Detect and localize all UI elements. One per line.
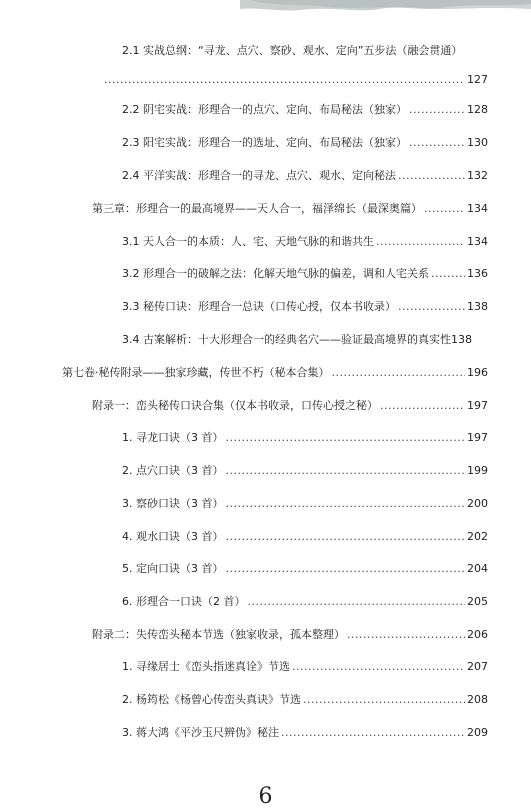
toc-entry-title: 3.3 秘传口诀：形理合一总诀（口传心授，仅本书收录） <box>122 300 396 313</box>
dot-leader <box>424 202 465 216</box>
toc-entry[interactable] <box>122 562 488 576</box>
toc-entry-title: 3. 蒋大鸿《平沙玉尺辨伪》秘注 <box>122 726 279 739</box>
toc-entry[interactable] <box>122 235 488 249</box>
toc-entry-title: 附录二：失传峦头秘本节选（独家收录，孤本整理） <box>92 628 345 641</box>
toc-entry-page: 208 <box>467 693 488 706</box>
dot-leader <box>409 103 465 117</box>
toc-entry-title: 2.4 平洋实战：形理合一的寻龙、点穴、观水、定向秘法 <box>122 169 396 182</box>
dot-leader <box>347 628 465 642</box>
toc-entry-title: 附录一：峦头秘传口诀合集（仅本书收录，口传心授之秘） <box>92 399 378 412</box>
toc-entry[interactable] <box>92 202 488 216</box>
toc-entry[interactable] <box>122 44 491 58</box>
dot-leader <box>226 562 466 576</box>
toc-entry-page: 134 <box>467 235 488 248</box>
toc-entry-title: 2. 杨筠松《杨曾心传峦头真诀》节选 <box>122 693 301 706</box>
toc-entry-page: 202 <box>467 530 488 543</box>
dot-leader <box>104 73 465 87</box>
toc-entry-page: 132 <box>467 169 488 182</box>
toc-entry-page: 128 <box>467 103 488 116</box>
dot-leader <box>292 660 465 674</box>
toc-entry-page: 200 <box>467 497 488 510</box>
toc-entry-title: 3. 察砂口诀（3 首） <box>122 497 224 510</box>
toc-entry-page: 136 <box>467 267 488 280</box>
toc-entry[interactable] <box>122 333 497 347</box>
toc-entry[interactable] <box>122 300 488 314</box>
toc-entry[interactable] <box>122 726 488 740</box>
toc-entry[interactable] <box>122 136 488 150</box>
toc-entry-page: 127 <box>467 73 488 86</box>
toc-entry[interactable] <box>122 103 488 117</box>
dot-leader <box>332 366 466 380</box>
dot-leader <box>380 399 465 413</box>
toc-entry-page: 204 <box>467 562 488 575</box>
toc-entry-title: 第七卷·秘传附录——独家珍藏，传世不朽（秘本合集） <box>62 366 330 379</box>
dot-leader <box>281 726 465 740</box>
toc-entry-title: 2.2 阴宅实战：形理合一的点穴、定向、布局秘法（独家） <box>122 103 407 116</box>
toc-entry-title: 2.1 实战总纲：“寻龙、点穴、察砂、观水、定向”五步法（融会贯通） <box>122 44 463 57</box>
dot-leader <box>376 235 465 249</box>
toc-entry-page: 138 <box>467 300 488 313</box>
toc-entry-page: 138 <box>451 333 472 346</box>
toc-entry[interactable] <box>62 366 488 380</box>
dot-leader <box>398 169 465 183</box>
toc-entry[interactable] <box>122 693 488 707</box>
dot-leader <box>398 300 465 314</box>
toc-entry-page: 207 <box>467 660 488 673</box>
toc-entry-title: 3.1 天人合一的本质：人、宅、天地气脉的和谐共生 <box>122 235 374 248</box>
toc-entry[interactable] <box>102 73 488 87</box>
toc-entry-title: 2. 点穴口诀（3 首） <box>122 464 224 477</box>
toc-entry-title: 1. 寻龙口诀（3 首） <box>122 431 224 444</box>
toc-entry[interactable] <box>122 595 488 609</box>
dot-leader <box>226 431 466 445</box>
toc-entry-page: 197 <box>467 399 488 412</box>
toc-entry[interactable] <box>92 399 488 413</box>
toc-entry-title: 5. 定向口诀（3 首） <box>122 562 224 575</box>
toc-entry[interactable] <box>122 464 488 478</box>
toc-entry-title: 3.4 古案解析：十大形理合一的经典名穴——验证最高境界的真实性 <box>122 333 451 346</box>
toc-entry[interactable] <box>122 431 488 445</box>
toc-entry-page: 206 <box>467 628 488 641</box>
dot-leader <box>431 267 465 281</box>
page-number: 6 <box>258 784 273 809</box>
toc-entry-page: 134 <box>467 202 488 215</box>
toc-entry[interactable] <box>122 660 488 674</box>
toc-entry-title: 2.3 阳宅实战：形理合一的选址、定向、布局秘法（独家） <box>122 136 407 149</box>
dot-leader <box>303 693 465 707</box>
dot-leader <box>226 464 466 478</box>
toc-entry[interactable] <box>122 267 488 281</box>
toc-entry-page: 130 <box>467 136 488 149</box>
dot-leader <box>226 530 466 544</box>
toc-entry[interactable] <box>92 628 488 642</box>
dot-leader <box>226 497 466 511</box>
toc-entry-page: 199 <box>467 464 488 477</box>
toc-entry[interactable] <box>122 530 488 544</box>
dot-leader <box>409 136 465 150</box>
toc-entry-title: 第三章：形理合一的最高境界——天人合一，福泽绵长（最深奥篇） <box>92 202 422 215</box>
toc-entry-title: 1. 寻缘居士《峦头指迷真诠》节选 <box>122 660 290 673</box>
toc-entry-page: 209 <box>467 726 488 739</box>
toc-entry-page: 205 <box>467 595 488 608</box>
toc-entry-title: 4. 观水口诀（3 首） <box>122 530 224 543</box>
toc-entry-page: 196 <box>467 366 488 379</box>
dot-leader <box>248 595 466 609</box>
toc-entry-title: 6. 形理合一口诀（2 首） <box>122 595 246 608</box>
toc-entry-title: 3.2 形理合一的破解之法：化解天地气脉的偏差，调和人宅关系 <box>122 267 429 280</box>
toc-entry-page: 197 <box>467 431 488 444</box>
toc-entry[interactable] <box>122 169 488 183</box>
toc-entry[interactable] <box>122 497 488 511</box>
